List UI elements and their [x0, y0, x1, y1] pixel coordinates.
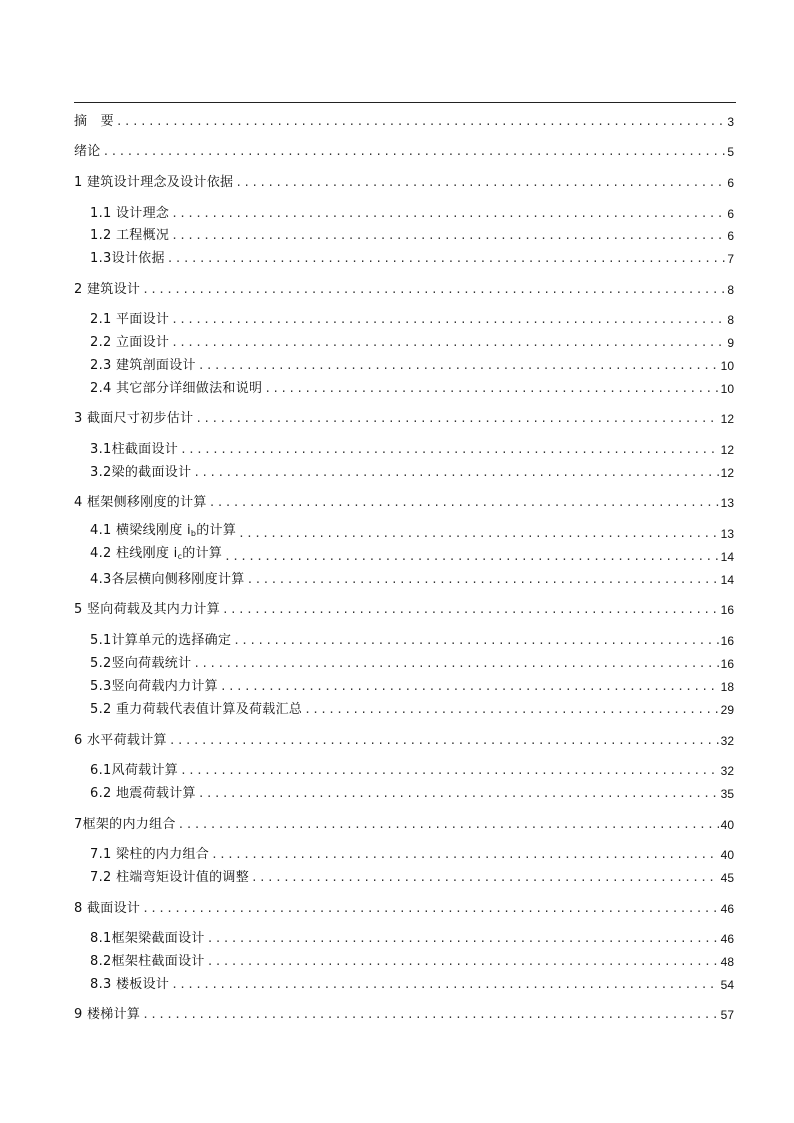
- toc-entry-label: 3 截面尺寸初步估计: [74, 411, 194, 426]
- toc-entry-page: 13: [720, 496, 734, 510]
- toc-entry-label: 7.1 梁柱的内力组合: [90, 847, 210, 862]
- dot-leader: [193, 465, 718, 481]
- toc-entry-label: 绪论: [74, 144, 101, 159]
- dot-leader: [198, 358, 719, 374]
- toc-entry[interactable]: [90, 927, 734, 947]
- toc-entry-page: 6: [727, 176, 734, 190]
- dot-leader: [195, 411, 718, 427]
- toc-entry-label: 5.1计算单元的选择确定: [90, 633, 232, 648]
- toc-entry[interactable]: [90, 568, 734, 588]
- toc-entry-label: 1.2 工程概况: [90, 228, 170, 243]
- toc-entry-label: 4.3各层横向侧移刚度计算: [90, 572, 245, 587]
- dot-leader: [142, 282, 725, 298]
- toc-entry-page: 29: [720, 703, 734, 717]
- dot-leader: [193, 656, 718, 672]
- toc-entry[interactable]: [90, 782, 734, 802]
- dot-leader: [304, 702, 718, 718]
- toc-entry[interactable]: [90, 224, 734, 244]
- toc-entry[interactable]: [90, 202, 734, 222]
- toc-entry-page: 7: [727, 252, 734, 266]
- toc-entry-label: 3.2梁的截面设计: [90, 465, 192, 480]
- toc-entry[interactable]: [90, 308, 734, 328]
- toc-entry-label-text: 4.2 柱线刚度 i: [90, 546, 178, 561]
- toc-entry-label: 摘 要: [74, 114, 114, 129]
- toc-entry-page: 14: [720, 573, 734, 587]
- dot-leader: [235, 175, 725, 191]
- toc-entry[interactable]: [90, 759, 734, 779]
- toc-entry-page: 14: [720, 550, 734, 564]
- dot-leader: [264, 381, 718, 397]
- toc-entry-label-suffix: 的计算: [196, 523, 237, 538]
- dot-leader: [233, 633, 718, 649]
- toc-entry[interactable]: [90, 522, 734, 542]
- dot-leader: [238, 526, 718, 542]
- toc-entry[interactable]: [90, 652, 734, 672]
- dot-leader: [224, 549, 718, 565]
- toc-entry[interactable]: [74, 1003, 734, 1023]
- subscript: c: [177, 552, 183, 561]
- dot-leader: [171, 977, 718, 993]
- toc-entry[interactable]: [90, 461, 734, 481]
- toc-entry-label: 2.4 其它部分详细做法和说明: [90, 381, 263, 396]
- toc-entry-label: 5 竖向荷载及其内力计算: [74, 602, 221, 617]
- toc-entry-label: 9 楼梯计算: [74, 1007, 141, 1022]
- dot-leader: [171, 206, 725, 222]
- dot-leader: [220, 679, 719, 695]
- toc-entry[interactable]: [90, 247, 734, 267]
- toc-entry[interactable]: [90, 545, 734, 565]
- toc-entry[interactable]: [90, 698, 734, 718]
- toc-entry-label: 8 截面设计: [74, 901, 141, 916]
- toc-entry-label: 6.2 地震荷载计算: [90, 786, 196, 801]
- toc-entry-label-suffix: 的计算: [182, 546, 223, 561]
- toc-entry-label: 1.1 设计理念: [90, 206, 170, 221]
- toc-entry-page: 46: [720, 902, 734, 916]
- toc-entry[interactable]: [90, 377, 734, 397]
- toc-entry-page: 40: [720, 818, 734, 832]
- toc-entry[interactable]: [74, 897, 734, 917]
- toc-entry[interactable]: [90, 629, 734, 649]
- dot-leader: [209, 495, 719, 511]
- toc-entry[interactable]: [74, 171, 734, 191]
- toc-entry-page: 6: [727, 207, 734, 221]
- toc-entry-label: 2.1 平面设计: [90, 312, 170, 327]
- toc-entry-page: 57: [720, 1008, 734, 1022]
- dot-leader: [103, 144, 726, 160]
- toc-entry[interactable]: [90, 866, 734, 886]
- toc-entry[interactable]: [74, 110, 734, 130]
- toc-entry-page: 16: [720, 603, 734, 617]
- dot-leader: [171, 228, 725, 244]
- toc-entry-label: 2.2 立面设计: [90, 335, 170, 350]
- toc-entry-label: 6 水平荷载计算: [74, 733, 167, 748]
- subscript: b: [190, 529, 197, 538]
- toc-entry-label: [90, 523, 238, 542]
- toc-entry-page: 46: [720, 932, 734, 946]
- toc-entry-page: 12: [720, 412, 734, 426]
- toc-entry-page: 45: [720, 871, 734, 885]
- toc-entry-label: 4 框架侧移刚度的计算: [74, 495, 207, 510]
- toc-entry-page: 8: [727, 313, 734, 327]
- toc-entry-page: 10: [720, 359, 734, 373]
- toc-entry-label: [90, 546, 224, 565]
- toc-entry-page: 32: [720, 734, 734, 748]
- toc-entry-page: 18: [720, 680, 734, 694]
- dot-leader: [142, 901, 718, 917]
- toc-entry[interactable]: [90, 843, 734, 863]
- toc-entry-page: 3: [727, 115, 734, 129]
- toc-entry-label: 1.3设计依据: [90, 251, 165, 266]
- toc-entry-label: 2.3 建筑剖面设计: [90, 358, 196, 373]
- dot-leader: [171, 335, 725, 351]
- toc-entry-page: 16: [720, 657, 734, 671]
- toc-entry-page: 8: [727, 283, 734, 297]
- toc-entry-label: 3.1柱截面设计: [90, 442, 179, 457]
- toc-entry[interactable]: [74, 491, 734, 511]
- toc-entry[interactable]: [74, 407, 734, 427]
- dot-leader: [169, 733, 719, 749]
- toc-entry-page: 40: [720, 848, 734, 862]
- dot-leader: [247, 572, 719, 588]
- toc-entry-page: 6: [727, 229, 734, 243]
- toc-entry-page: 12: [720, 466, 734, 480]
- toc-entry-label: 2 建筑设计: [74, 282, 141, 297]
- toc-entry-page: 54: [720, 978, 734, 992]
- dot-leader: [171, 312, 725, 328]
- toc-entry-label: 5.2竖向荷载统计: [90, 656, 192, 671]
- dot-leader: [211, 847, 719, 863]
- toc-entry-page: 9: [727, 336, 734, 350]
- toc-entry[interactable]: [90, 438, 734, 458]
- toc-entry-label: 6.1风荷载计算: [90, 763, 179, 778]
- toc-entry[interactable]: [74, 598, 734, 618]
- dot-leader: [251, 870, 719, 886]
- toc-entry-page: 16: [720, 634, 734, 648]
- toc-entry-label: 5.3竖向荷载内力计算: [90, 679, 218, 694]
- toc-entry-page: 13: [720, 527, 734, 541]
- toc-entry[interactable]: [90, 354, 734, 374]
- toc-entry[interactable]: [74, 729, 734, 749]
- toc-entry-label: 8.1框架梁截面设计: [90, 931, 205, 946]
- dot-leader: [180, 442, 719, 458]
- dot-leader: [180, 763, 719, 779]
- toc-entry-page: 32: [720, 764, 734, 778]
- toc-entry-label: 5.2 重力荷载代表值计算及荷载汇总: [90, 702, 303, 717]
- dot-leader: [178, 817, 719, 833]
- toc-entry-page: 10: [720, 382, 734, 396]
- dot-leader: [116, 114, 725, 130]
- dot-leader: [207, 954, 719, 970]
- dot-leader: [167, 251, 726, 267]
- dot-leader: [142, 1007, 718, 1023]
- toc-entry-page: 48: [720, 955, 734, 969]
- toc-entry-label: 8.2框架柱截面设计: [90, 954, 205, 969]
- toc-entry[interactable]: [74, 278, 734, 298]
- toc-entry-page: 35: [720, 787, 734, 801]
- toc-entry[interactable]: [74, 813, 734, 833]
- toc-entry[interactable]: [74, 140, 734, 160]
- dot-leader: [207, 931, 719, 947]
- toc-entry[interactable]: [90, 950, 734, 970]
- dot-leader: [222, 602, 719, 618]
- toc-entry-page: 5: [727, 145, 734, 159]
- toc-entry-label: 1 建筑设计理念及设计依据: [74, 175, 234, 190]
- toc-entry-label: 7框架的内力组合: [74, 817, 176, 832]
- toc-entry-label: 7.2 柱端弯矩设计值的调整: [90, 870, 250, 885]
- toc-entry-page: 12: [720, 443, 734, 457]
- toc-entry[interactable]: [90, 675, 734, 695]
- toc-entry[interactable]: [90, 331, 734, 351]
- toc-entry-label: 8.3 楼板设计: [90, 977, 170, 992]
- dot-leader: [198, 786, 719, 802]
- toc-entry[interactable]: [90, 973, 734, 993]
- toc-entry-label-text: 4.1 横梁线刚度 i: [90, 523, 191, 538]
- header-rule: [74, 102, 736, 103]
